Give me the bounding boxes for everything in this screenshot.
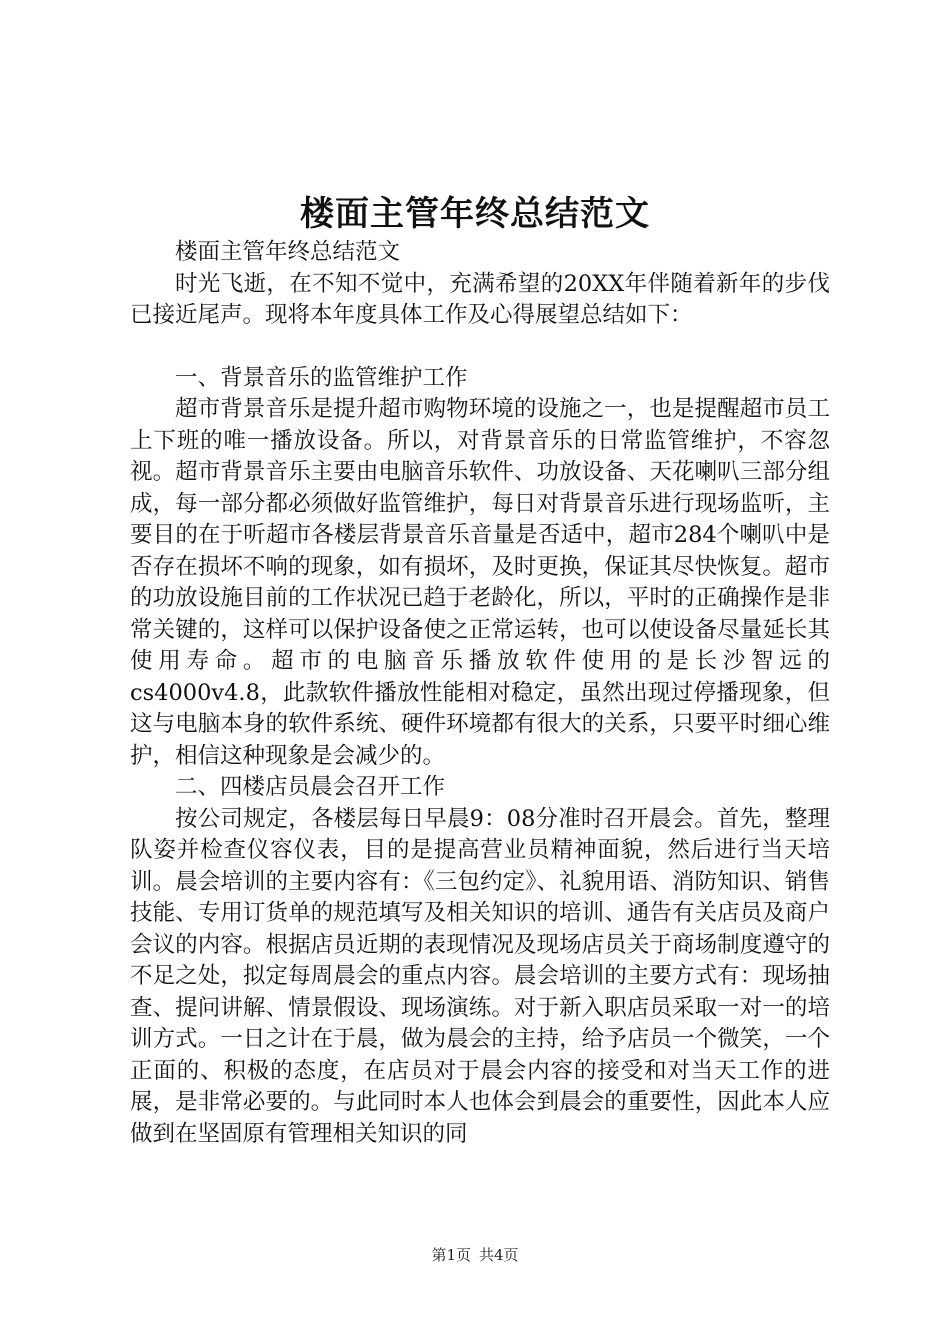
paragraph-intro: 时光飞逝，在不知不觉中，充满希望的20XX年伴随着新年的步伐已接近尾声。现将本年度具体工作及心得展望总结如下： [130,270,830,328]
page-footer [0,1244,950,1265]
paragraph-section-2: 按公司规定，各楼层每日早晨9：08分准时召开晨会。首先，整理队姿并检查仪容仪表，目的是提高营业员精神面貌，然后进行当天培训。晨会培训的主要内容有：《三包约定》、礼貌用语、消防知识、销售技能、专用订货单的规范填写及相关知识的培训、通告有关店员及商户会议的内容。根据店员近期的表现情况及现场店员关于商场制度遵守的不足之处，拟定每周晨会的重点内容。晨会培训的主要方式有：现场抽查、提问讲解、情景假设、现场演练。对于新入职店员采取一对一的培训方式。一日之计在于晨，做为晨会的主持，给予店员一个微笑，一个正面的、积极的态度，在店员对于晨会内容的接受和对当天工作的进展，是非常必要的。与此同时本人也体会到晨会的重要性，因此本人应做到在坚固原有管理相关知识的同 [130,805,830,1147]
page-number: 第1页 [431,1246,471,1264]
section-heading-2: 二、四楼店员晨会召开工作 [175,774,446,800]
document-body [130,237,830,1150]
document-title: 楼面主管年终总结范文 [300,194,650,234]
paragraph-heading: 楼面主管年终总结范文 [175,239,401,265]
section-heading-1: 一、背景音乐的监管维护工作 [175,364,468,391]
paragraph-section-1: 超市背景音乐是提升超市购物环境的设施之一，也是提醒超市员工上下班的唯一播放设备。所以，对背景音乐的日常监管维护，不容忽视。超市背景音乐主要由电脑音乐软件、功放设备、天花喇叭三部分组成，每一部分都必须做好监管维护，每日对背景音乐进行现场监听，主要目的在于听超市各楼层背景音乐音量是否适中，超市284个喇叭中是否存在损坏不响的现象，如有损坏，及时更换，保证其尽快恢复。超市的功放设施目前的工作状况已趋于老龄化，所以，平时的正确操作是非常关键的，这样可以保护设备使之正常运转，也可以使设备尽量延长其使用寿命。超市的电脑音乐播放软件使用的是长沙智远的cs4000v4.8，此款软件播放性能相对稳定，虽然出现过停播现象，但这与电脑本身的软件系统、硬件环境都有很大的关系，只要平时细心维护，相信这种现象是会减少的。 [130,396,830,769]
page-total: 共4页 [479,1246,519,1264]
